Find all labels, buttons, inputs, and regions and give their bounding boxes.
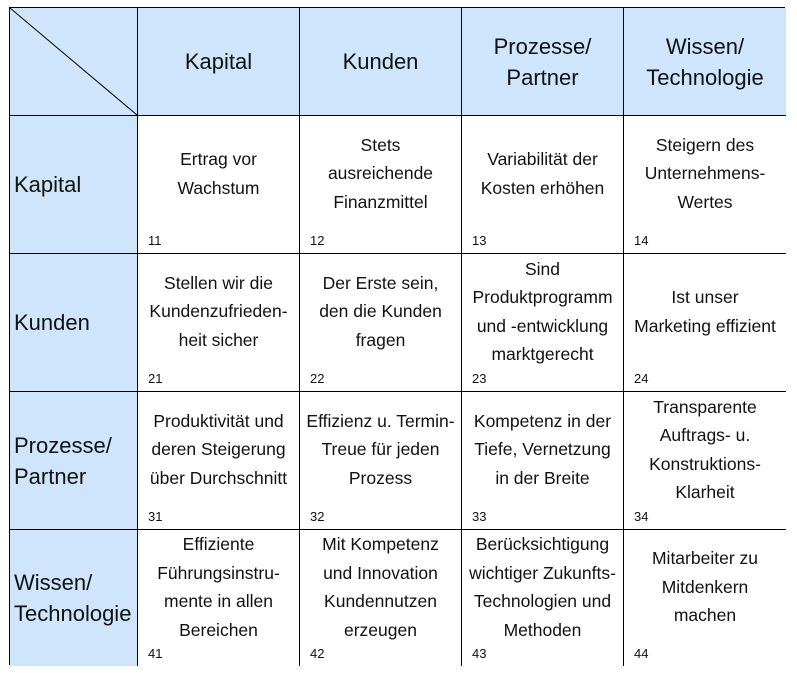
goal-cell-13 [462, 116, 624, 254]
goal-text: Mitarbeiter zu Mitdenkern machen [651, 548, 758, 626]
goal-number: 42 [310, 646, 325, 661]
goal-number: 34 [634, 509, 649, 524]
goal-text: Transparente Auftrags- u. Konstruktions- Klarheit [649, 396, 761, 502]
goal-number: 13 [472, 233, 487, 248]
goal-text: Mit Kompetenz und Innovation Kundennutzen erzeugen [322, 534, 439, 640]
goal-text: Ist unser Marketing effizient [634, 287, 776, 336]
goal-text: Steigern des Unternehmens- Wertes [644, 134, 766, 212]
column-header-label: Wissen/ Technologie [646, 33, 764, 90]
goal-number: 11 [148, 233, 162, 248]
goal-cell-22 [300, 254, 462, 392]
row-header-label: Kunden [14, 310, 90, 335]
goal-number: 22 [310, 371, 325, 386]
goal-text: Effizienz u. Termin- Treue für jeden Prozess [306, 410, 455, 488]
goal-number: 12 [310, 233, 325, 248]
goal-cell-43 [462, 530, 624, 666]
goal-text: Effiziente Führungsinstru- mente in allen Bereichen [157, 534, 280, 640]
goal-cell-11 [138, 116, 300, 254]
column-header-4 [624, 8, 786, 116]
goal-number: 44 [634, 646, 649, 661]
goal-cell-24 [624, 254, 786, 392]
column-header-label: Kapital [184, 49, 253, 74]
goal-cell-44 [624, 530, 786, 666]
goal-text: Variabilität der Kosten erhöhen [480, 149, 605, 198]
goal-number: 21 [148, 371, 163, 386]
goal-cell-41 [138, 530, 300, 666]
row-header-3 [10, 392, 138, 530]
goal-text: Stellen wir die Kundenzufrieden- heit sicher [149, 272, 288, 350]
goal-number: 43 [472, 646, 487, 661]
goal-text: Produktivität und deren Steigerung über Durchschnitt [149, 410, 288, 488]
column-header-2 [300, 8, 462, 116]
goal-cell-14 [624, 116, 786, 254]
column-header-label: Prozesse/ Partner [493, 33, 592, 90]
row-header-label: Wissen/ Technologie [14, 570, 132, 626]
goal-cell-34 [624, 392, 786, 530]
goal-cell-33 [462, 392, 624, 530]
goal-number: 31 [148, 509, 163, 524]
goal-cell-31 [138, 392, 300, 530]
goal-text: Ertrag vor Wachstum [177, 149, 260, 198]
goal-number: 24 [634, 371, 649, 386]
goal-matrix [9, 7, 785, 665]
row-header-label: Prozesse/ Partner [14, 432, 112, 489]
corner-cell [10, 8, 138, 116]
goal-text: Der Erste sein, den die Kunden fragen [319, 272, 442, 350]
goal-cell-12 [300, 116, 462, 254]
column-header-label: Kunden [342, 49, 419, 74]
goal-text: Berücksichtigung wichtiger Zukunfts- Technologien und Methoden [469, 534, 616, 640]
goal-cell-23 [462, 254, 624, 392]
goal-number: 32 [310, 509, 325, 524]
goal-number: 33 [472, 509, 487, 524]
column-header-3 [462, 8, 624, 116]
goal-text: Kompetenz in der Tiefe, Vernetzung in der Breite [473, 410, 612, 488]
goal-cell-21 [138, 254, 300, 392]
row-header-1 [10, 116, 138, 254]
diagonal-line [10, 8, 137, 115]
goal-number: 14 [634, 233, 649, 248]
goal-number: 41 [148, 646, 163, 661]
goal-cell-32 [300, 392, 462, 530]
goal-text: Sind Produktprogramm und -entwicklung marktgerecht [472, 258, 613, 364]
goal-text: Stets ausreichende Finanzmittel [327, 134, 434, 212]
row-header-label: Kapital [14, 172, 82, 197]
row-header-4 [10, 530, 138, 666]
goal-cell-42 [300, 530, 462, 666]
row-header-2 [10, 254, 138, 392]
goal-number: 23 [472, 371, 487, 386]
column-header-1 [138, 8, 300, 116]
